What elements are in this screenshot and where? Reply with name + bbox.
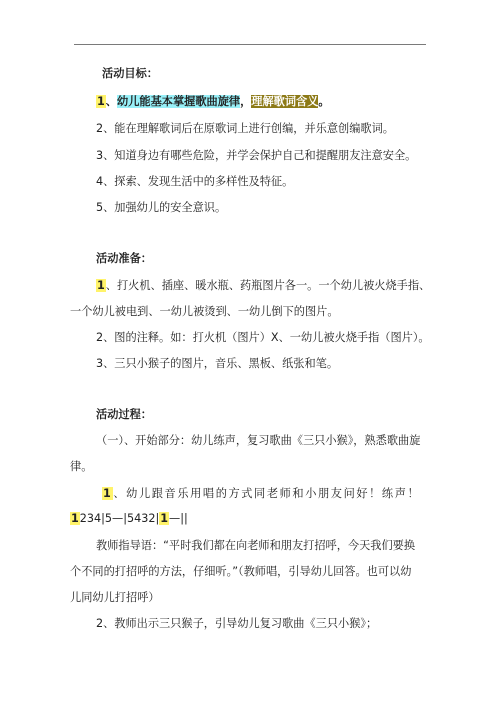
process-step-1 — [102, 486, 420, 502]
process-step-2: 2、教师出示三只猴子，引导幼儿复习歌曲《三只小猴》； — [96, 617, 378, 630]
notation-highlight-1: 1 — [71, 512, 79, 525]
goal-item-4: 4、探索、发现生活中的多样性及特征。 — [96, 175, 294, 188]
step-1-number: 1 — [103, 487, 113, 500]
notation-end: —|| — [169, 512, 188, 525]
goal-1-separator: 、 — [105, 95, 117, 108]
process-heading: 活动过程： — [96, 408, 152, 421]
prep-item-1-line-2: 一个幼儿被电到、一幼儿被烫到、一幼儿倒下的图片。 — [70, 305, 339, 318]
goals-heading: 活动目标： — [102, 67, 158, 80]
process-part-1-line-1: （一）、开始部分：幼儿练声，复习歌曲《三只小猴》，熟悉歌曲旋 — [96, 434, 421, 447]
prep-item-1-line-1 — [96, 278, 430, 294]
goal-item-3: 3、知道身边有哪些危险，并学会保护自己和提醒朋友注意安全。 — [96, 149, 417, 162]
prep-item-3: 3、三只小猴子的图片，音乐、黑板、纸张和笔。 — [96, 357, 339, 370]
goal-1-highlight-olive: 理解歌词含义 — [251, 95, 319, 108]
notation-highlight-2: 1 — [160, 512, 169, 525]
goal-item-1 — [96, 94, 330, 110]
prep-1-text: 、打火机、插座、暖水瓶、药瓶图片各一。一个幼儿被火烧手指、 — [105, 279, 431, 292]
goal-1-highlight-cyan: 幼儿能基本掌握歌曲旋律 — [117, 95, 241, 108]
teacher-guide-line-3: 儿同幼儿打招呼） — [70, 591, 160, 604]
prep-item-2: 2、图的注释。如：打火机（图片）X、一幼儿被火烧手指（图片）。 — [96, 331, 430, 344]
prep-heading: 活动准备： — [96, 252, 152, 265]
step-1-text: 、幼儿跟音乐用唱的方式同老师和小朋友问好！练声！ — [113, 487, 421, 500]
process-part-1-line-2: 律。 — [70, 460, 93, 473]
goal-1-comma: ， — [240, 95, 252, 108]
header-rule — [74, 44, 426, 45]
goal-item-5: 5、加强幼儿的安全意识。 — [96, 201, 227, 214]
prep-1-number: 1 — [97, 279, 105, 292]
goal-1-end: 。 — [318, 95, 330, 108]
goal-item-2: 2、能在理解歌词后在原歌词上进行创编，并乐意创编歌词。 — [96, 122, 394, 135]
teacher-guide-line-2: 个不同的打招呼的方法，仔细听。”（教师唱，引导幼儿回答。也可以幼 — [70, 565, 412, 578]
goal-1-number: 1 — [97, 95, 105, 108]
notation-middle: 234|5—|5432| — [79, 512, 160, 525]
teacher-guide-line-1: 教师指导语：“平时我们都在向老师和朋友打招呼，今天我们要换 — [96, 539, 416, 552]
music-notation — [70, 511, 188, 527]
